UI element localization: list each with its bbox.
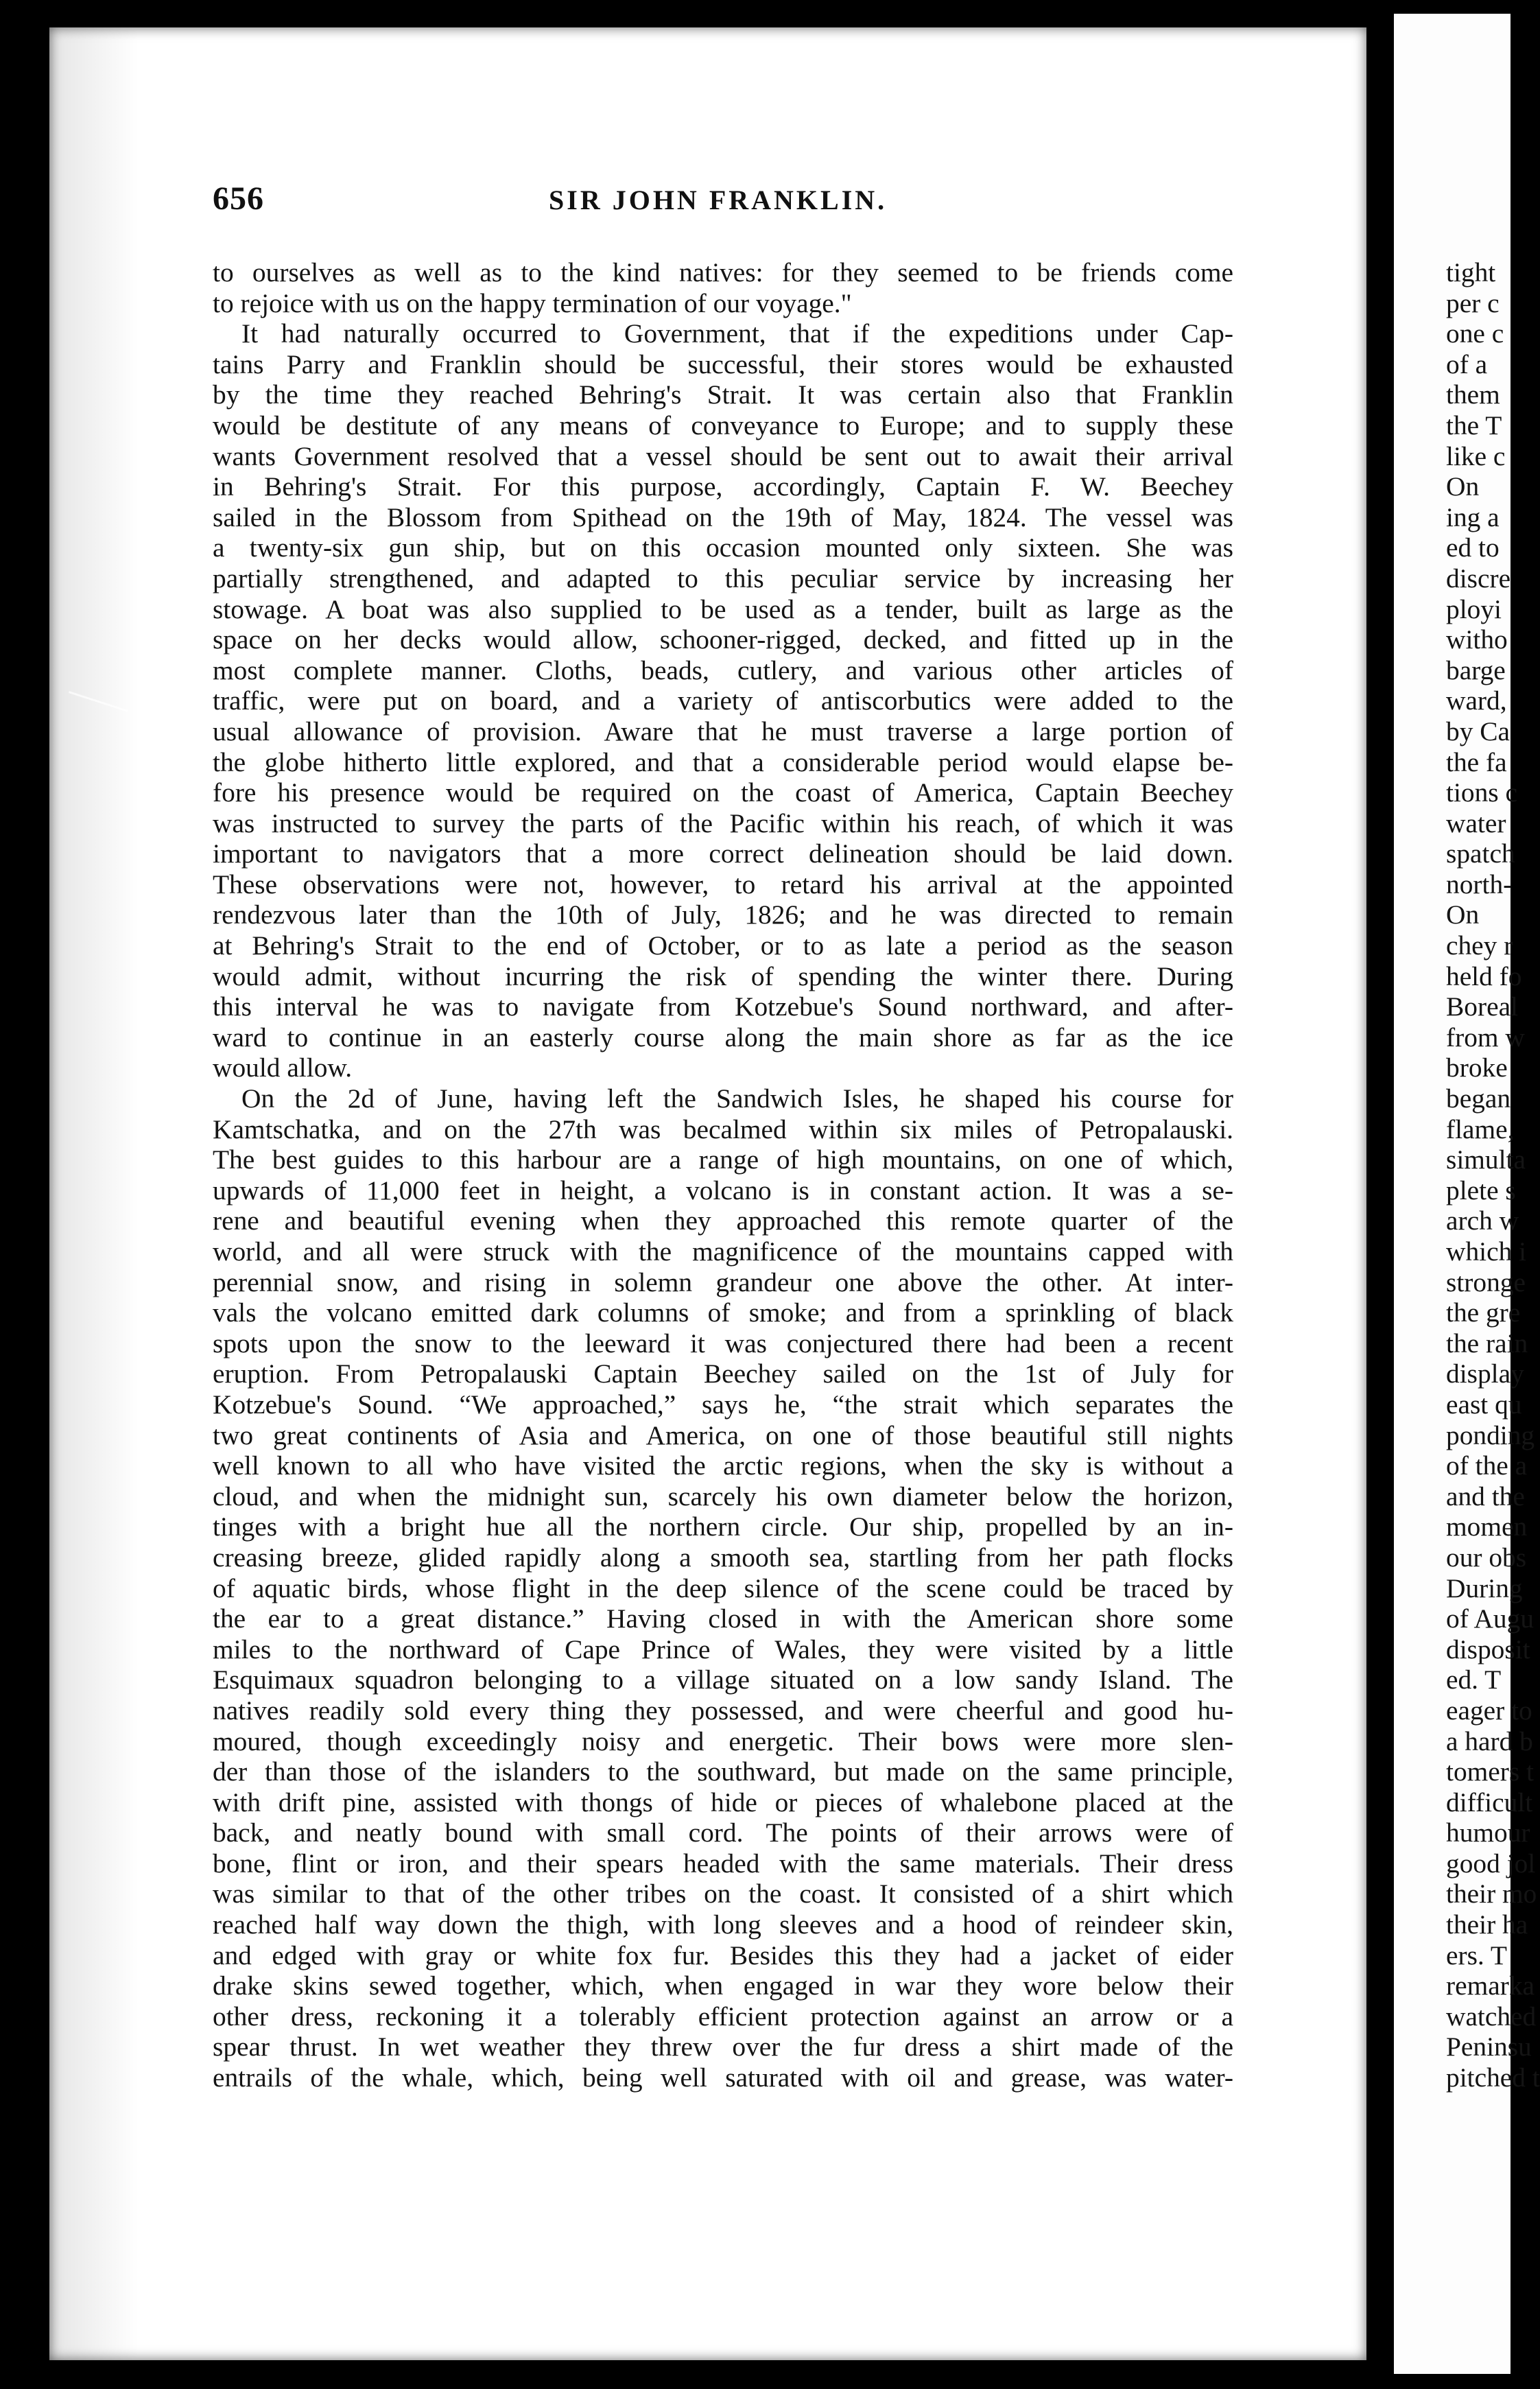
text-line: cloud, and when the midnight sun, scarcely his own diameter below the horizon, xyxy=(213,1481,1233,1511)
adjacent-text-fragment: ers. T xyxy=(1446,1940,1507,1970)
text-line: Esquimaux squadron belonging to a village situated on a low sandy Island. The xyxy=(213,1664,1233,1695)
text-line: was similar to that of the other tribes on the coast. It consisted of a shirt which xyxy=(213,1879,1233,1909)
adjacent-text-fragment: them xyxy=(1446,379,1500,410)
adjacent-text-fragment: their ha xyxy=(1446,1909,1528,1940)
page-number: 656 xyxy=(213,180,264,217)
adjacent-text-fragment: the gre xyxy=(1446,1297,1521,1328)
adjacent-text-fragment: tomers t xyxy=(1446,1756,1535,1787)
adjacent-text-fragment: the rain xyxy=(1446,1328,1528,1358)
text-line: tinges with a bright hue all the northern circle. Our ship, propelled by an in- xyxy=(213,1511,1233,1542)
adjacent-text-fragment: water xyxy=(1446,808,1506,838)
adjacent-text-fragment: Boreal xyxy=(1446,991,1518,1022)
text-line: vals the volcano emitted dark columns of smoke; and from a sprinkling of black xyxy=(213,1297,1233,1328)
text-line: fore his presence would be required on the coast of America, Captain Beechey xyxy=(213,777,1233,808)
text-line: two great continents of Asia and America, on one of those beautiful still nights xyxy=(213,1420,1233,1450)
adjacent-text-fragment: east qu xyxy=(1446,1389,1522,1420)
adjacent-text-fragment: remarka xyxy=(1446,1970,1535,2001)
running-head: SIR JOHN FRANKLIN. xyxy=(549,185,888,215)
text-line: perennial snow, and rising in solemn grandeur one above the other. At inter- xyxy=(213,1267,1233,1297)
adjacent-text-fragment: On xyxy=(1446,899,1480,930)
adjacent-text-fragment: discre xyxy=(1446,563,1511,593)
adjacent-text-fragment: chey r xyxy=(1446,930,1513,961)
text-line: ward to continue in an easterly course along the main shore as far as the ice xyxy=(213,1022,1233,1052)
text-line: and edged with gray or white fox fur. Besides this they had a jacket of eider xyxy=(213,1940,1233,1970)
text-line: the globe hitherto little explored, and that a considerable period would elapse be- xyxy=(213,746,1233,777)
text-line: usual allowance of provision. Aware that he must traverse a large portion of xyxy=(213,716,1233,746)
adjacent-text-fragment: stronge xyxy=(1446,1267,1526,1297)
text-line: traffic, were put on board, and a variety of antiscorbutics were added to the xyxy=(213,685,1233,716)
adjacent-text-fragment: On xyxy=(1446,471,1480,502)
page-crease-mark xyxy=(60,691,128,738)
adjacent-text-fragment: ed to xyxy=(1446,532,1500,563)
adjacent-text-fragment: of Augu xyxy=(1446,1603,1535,1634)
adjacent-text-fragment: from w xyxy=(1446,1022,1525,1052)
adjacent-text-fragment: disposit xyxy=(1446,1634,1530,1664)
adjacent-text-fragment: plete s xyxy=(1446,1175,1516,1205)
text-line: drake skins sewed together, which, when engaged in war they wore below their xyxy=(213,1970,1233,2001)
text-line: wants Government resolved that a vessel should be sent out to await their arrival xyxy=(213,440,1233,471)
text-line: bone, flint or iron, and their spears headed with the same materials. Their dress xyxy=(213,1848,1233,1879)
text-line: space on her decks would allow, schooner-rigged, decked, and fitted up in the xyxy=(213,624,1233,655)
adjacent-text-fragment: north- xyxy=(1446,869,1513,899)
text-line: Kotzebue's Sound. “We approached,” says he, “the strait which separates the xyxy=(213,1389,1233,1420)
text-line: to rejoice with us on the happy termination of our voyage." xyxy=(213,287,852,318)
text-line: reached half way down the thigh, with long sleeves and a hood of reindeer skin, xyxy=(213,1909,1233,1940)
text-line: miles to the northward of Cape Prince of Wales, they were visited by a little xyxy=(213,1634,1233,1664)
adjacent-text-fragment: of a xyxy=(1446,349,1488,379)
adjacent-text-fragment: tions c xyxy=(1446,777,1517,808)
adjacent-text-fragment: a hard b xyxy=(1446,1726,1533,1756)
text-line: spear thrust. In wet weather they threw over the fur dress a shirt made of the xyxy=(213,2032,1233,2062)
adjacent-text-fragment: spatch xyxy=(1446,838,1515,869)
adjacent-text-fragment: which i xyxy=(1446,1236,1527,1267)
text-line: moured, though exceedingly noisy and energetic. Their bows were more slen- xyxy=(213,1726,1233,1756)
text-line: world, and all were struck with the magnificence of the mountains capped with xyxy=(213,1236,1233,1267)
adjacent-text-fragment: tight xyxy=(1446,257,1496,287)
text-line: at Behring's Strait to the end of October, or to as late a period as the season xyxy=(213,930,1233,961)
adjacent-page-text xyxy=(1446,257,1540,2093)
text-line: creasing breeze, glided rapidly along a smooth sea, startling from her path flocks xyxy=(213,1542,1233,1573)
adjacent-text-fragment: ing a xyxy=(1446,502,1500,532)
text-line: entrails of the whale, which, being well saturated with oil and grease, was water- xyxy=(213,2062,1233,2093)
text-line: It had naturally occurred to Government, that if the expeditions under Cap- xyxy=(241,318,1233,349)
text-line: natives readily sold every thing they possessed, and were cheerful and good hu- xyxy=(213,1695,1233,1726)
adjacent-text-fragment: their mo xyxy=(1446,1879,1537,1909)
page-header xyxy=(213,180,1242,228)
text-line: the ear to a great distance.” Having closed in with the American shore some xyxy=(213,1603,1233,1634)
text-line: to ourselves as well as to the kind natives: for they seemed to be friends come xyxy=(213,257,1233,287)
adjacent-text-fragment: ed. T xyxy=(1446,1664,1502,1695)
text-line: partially strengthened, and adapted to this peculiar service by increasing her xyxy=(213,563,1233,593)
adjacent-text-fragment: arch w xyxy=(1446,1205,1519,1236)
text-line: The best guides to this harbour are a range of high mountains, on one of which, xyxy=(213,1144,1233,1175)
adjacent-text-fragment: the T xyxy=(1446,410,1502,440)
text-line: by the time they reached Behring's Strait. It was certain also that Franklin xyxy=(213,379,1233,410)
text-line: spots upon the snow to the leeward it was conjectured there had been a recent xyxy=(213,1328,1233,1358)
adjacent-text-fragment: display xyxy=(1446,1358,1524,1389)
adjacent-text-fragment: Peninsu xyxy=(1446,2032,1532,2062)
text-line: upwards of 11,000 feet in height, a volcano is in constant action. It was a se- xyxy=(213,1175,1233,1205)
text-line: rendezvous later than the 10th of July, 1826; and he was directed to remain xyxy=(213,899,1233,930)
text-line: back, and neatly bound with small cord. The points of their arrows were of xyxy=(213,1817,1233,1848)
text-line: a twenty-six gun ship, but on this occasion mounted only sixteen. She was xyxy=(213,532,1233,563)
text-line: eruption. From Petropalauski Captain Beechey sailed on the 1st of July for xyxy=(213,1358,1233,1389)
text-line: der than those of the islanders to the southward, but made on the same principle, xyxy=(213,1756,1233,1787)
text-line: this interval he was to navigate from Kotzebue's Sound northward, and after- xyxy=(213,991,1233,1022)
text-line: On the 2d of June, having left the Sandwich Isles, he shaped his course for xyxy=(241,1083,1233,1114)
text-line: well known to all who have visited the arctic regions, when the sky is without a xyxy=(213,1450,1233,1481)
adjacent-text-fragment: humour xyxy=(1446,1817,1530,1848)
adjacent-text-fragment: witho xyxy=(1446,624,1508,655)
text-line: sailed in the Blossom from Spithead on the 19th of May, 1824. The vessel was xyxy=(213,502,1233,532)
adjacent-text-fragment: momen xyxy=(1446,1511,1528,1542)
adjacent-text-fragment: and the xyxy=(1446,1481,1525,1511)
adjacent-text-fragment: of the a xyxy=(1446,1450,1528,1481)
adjacent-text-fragment: difficult xyxy=(1446,1787,1533,1817)
text-line: tains Parry and Franklin should be successful, their stores would be exhausted xyxy=(213,349,1233,379)
adjacent-text-fragment: broke xyxy=(1446,1052,1508,1083)
text-line: in Behring's Strait. For this purpose, accordingly, Captain F. W. Beechey xyxy=(213,471,1233,502)
adjacent-text-fragment: flame, xyxy=(1446,1114,1515,1144)
text-line: stowage. A boat was also supplied to be used as a tender, built as large as the xyxy=(213,593,1233,624)
text-line: of aquatic birds, whose flight in the deep silence of the scene could be traced by xyxy=(213,1573,1233,1603)
adjacent-text-fragment: During xyxy=(1446,1573,1523,1603)
text-line: important to navigators that a more correct delineation should be laid down. xyxy=(213,838,1233,869)
adjacent-text-fragment: simulta xyxy=(1446,1144,1526,1175)
text-line: rene and beautiful evening when they approached this remote quarter of the xyxy=(213,1205,1233,1236)
text-line: was instructed to survey the parts of the Pacific within his reach, of which it was xyxy=(213,808,1233,838)
adjacent-text-fragment: ponding xyxy=(1446,1420,1535,1450)
adjacent-text-fragment: our obs xyxy=(1446,1542,1527,1573)
adjacent-text-fragment: watched xyxy=(1446,2001,1537,2032)
text-line: with drift pine, assisted with thongs of hide or pieces of whalebone placed at the xyxy=(213,1787,1233,1817)
adjacent-text-fragment: good jol xyxy=(1446,1848,1536,1879)
adjacent-text-fragment: the fa xyxy=(1446,746,1507,777)
text-line: would allow. xyxy=(213,1052,353,1083)
text-line: Kamtschatka, and on the 27th was becalmed within six miles of Petropalauski. xyxy=(213,1114,1233,1144)
adjacent-text-fragment: barge xyxy=(1446,655,1506,685)
text-line: would admit, without incurring the risk of spending the winter there. During xyxy=(213,961,1233,991)
adjacent-text-fragment: like c xyxy=(1446,440,1506,471)
text-line: other dress, reckoning it a tolerably efficient protection against an arrow or a xyxy=(213,2001,1233,2032)
body-text xyxy=(213,257,1233,2093)
adjacent-text-fragment: eager to xyxy=(1446,1695,1532,1726)
adjacent-text-fragment: ward, xyxy=(1446,685,1507,716)
adjacent-text-fragment: pitched t xyxy=(1446,2062,1540,2093)
text-line: These observations were not, however, to retard his arrival at the appointed xyxy=(213,869,1233,899)
text-line: most complete manner. Cloths, beads, cutlery, and various other articles of xyxy=(213,655,1233,685)
adjacent-text-fragment: began xyxy=(1446,1083,1511,1114)
adjacent-text-fragment: per c xyxy=(1446,287,1500,318)
adjacent-text-fragment: ployi xyxy=(1446,593,1502,624)
adjacent-text-fragment: held fo xyxy=(1446,961,1522,991)
text-line: would be destitute of any means of conveyance to Europe; and to supply these xyxy=(213,410,1233,440)
adjacent-text-fragment: one c xyxy=(1446,318,1504,349)
adjacent-text-fragment: by Ca xyxy=(1446,716,1510,746)
